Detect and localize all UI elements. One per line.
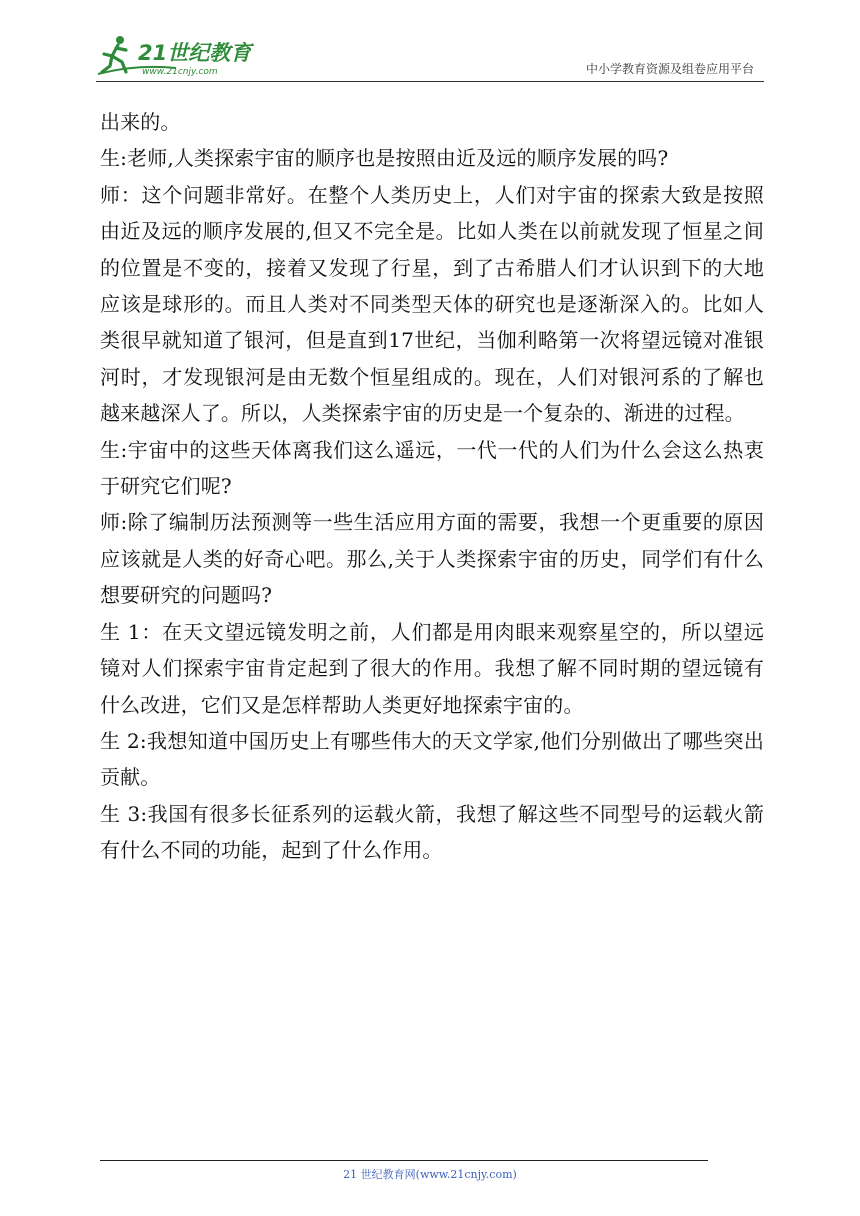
paragraph: 生:老师,人类探索宇宙的顺序也是按照由近及远的顺序发展的吗?: [100, 146, 669, 171]
paragraph: 师:除了编制历法预测等一些生活应用方面的需要，我想一个更重要的原因应该就是人类的好奇心吧。那么,关于人类探索宇宙的历史，同学们有什么想要研究的问题吗?: [100, 510, 764, 608]
paragraph: 生 3:我国有很多长征系列的运载火箭，我想了解这些不同型号的运载火箭有什么不同的功能，起到了什么作用。: [100, 801, 764, 863]
paragraph: 出来的。: [100, 110, 181, 134]
logo-url: www.21cnjy.com: [142, 67, 218, 77]
paragraph: 生 1：在天文望远镜发明之前，人们都是用肉眼来观察星空的，所以望远镜对人们探索宇宙肯定起到了很大的作用。我想了解不同时期的望远镜有什么改进，它们又是怎样帮助人类更好地探索宇宙的。: [100, 619, 764, 717]
paragraph: 生:宇宙中的这些天体离我们这么遥远，一代一代的人们为什么会这么热衷于研究它们呢?: [100, 437, 764, 499]
paragraph: 生 2:我想知道中国历史上有哪些伟大的天文学家,他们分别做出了哪些突出贡献。: [100, 728, 764, 790]
footer-text[interactable]: 21 世纪教育网(www.21cnjy.com): [343, 1168, 517, 1181]
logo-title: 21世纪教育: [138, 41, 252, 65]
paragraph: 师：这个问题非常好。在整个人类历史上，人们对宇宙的探索大致是按照由近及远的顺序发展的,但又不完全是。比如人类在以前就发现了恒星之间的位置是不变的，接着又发现了行星，到了古希腊人们才认识到下的大地应该是球形的。而且人类对不同类型天体的研究也是逐渐深入的。比如人类很早就知道了银河，但是直到17世纪，当伽利略第一次将望远镜对准银河时，才发现银河是由无数个恒星组成的。现在，人们对银河系的了解也越来越深人了。所以，人类探索宇宙的历史是一个复杂的、渐进的过程。: [100, 182, 764, 426]
header-divider: [96, 81, 764, 82]
footer-divider: [100, 1160, 708, 1161]
platform-label: 中小学教育资源及组卷应用平台: [585, 62, 754, 76]
site-logo: [96, 34, 266, 78]
document-body: [100, 104, 764, 869]
page-header: [96, 30, 764, 82]
